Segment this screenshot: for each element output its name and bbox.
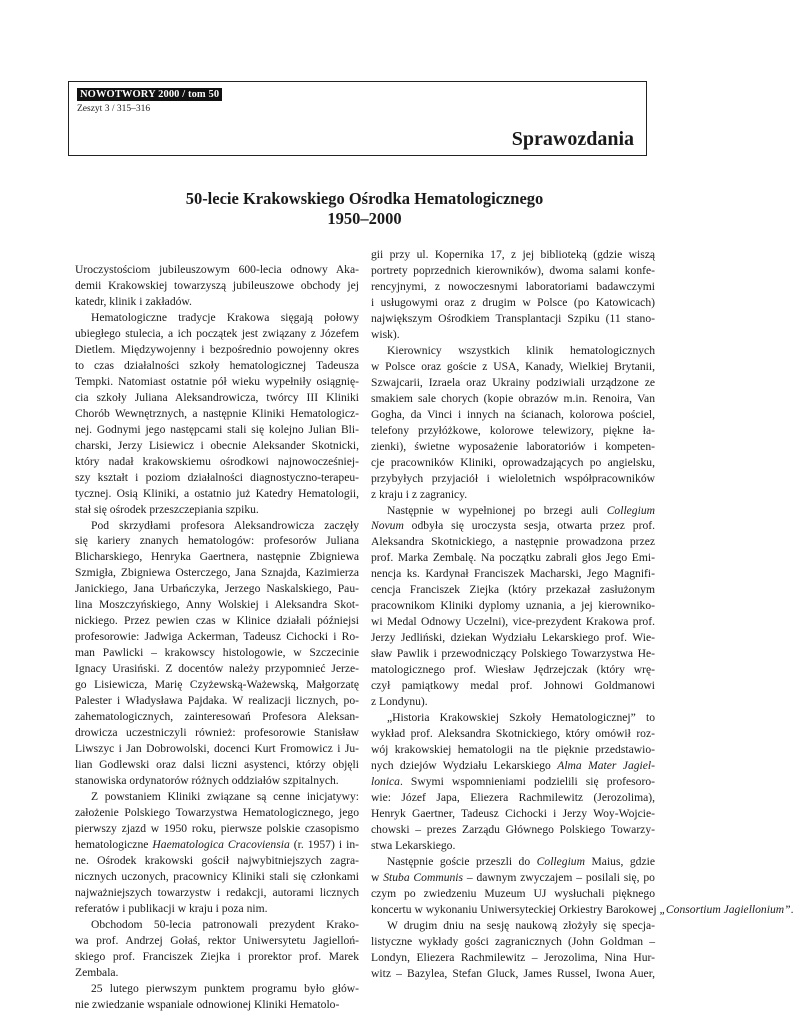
text-line: Gogha, da Vinci i innych na ścianach, kolorowa pościel, (371, 407, 655, 421)
text-line: witz – Bazylea, Stefan Gluck, James Russel, Iwona Auer, (371, 966, 655, 980)
text-line: cencja Franciszek Ziejka (który przekazał zasłużonym (371, 583, 655, 597)
text-line: wa prof. Andrzej Gołaś, rektor Uniwersytetu Jagielloń- (75, 933, 359, 947)
text-line: prof. Marka Zembalę. Na początku zabrali głos Jego Emi- (371, 551, 655, 565)
text-line: chowski – prezes Zarządu Głównego Polskiego Towarzy- (371, 822, 655, 836)
text-line: przybyłych przyjaciół i wieloletnich współpracowników (371, 471, 655, 485)
text-line: cje pracowników Kliniki, oprowadzających po angielsku, (371, 455, 655, 469)
text-line: sław Pawlik i przewodniczący Polskiego Towarzystwa He- (371, 647, 655, 661)
right-text-column (371, 247, 791, 982)
text-line: Z powstaniem Kliniki związane są cenne inicjatywy: (91, 789, 359, 803)
text-line: najważniejszych towarzystw i redakcji, autorami licznych (75, 885, 359, 899)
text-line: smakiem sale chorych (kopie obrazów m.in. Renoira, Van (371, 391, 655, 405)
text-line: „Historia Krakowskiej Szkoły Hematologicznej” to (387, 711, 655, 725)
text-line: wisk). (371, 327, 400, 341)
text-line: Zembala. (75, 965, 119, 979)
text-line: nickiego. Przez pewien czas w Klinice działali późniejsi (75, 614, 359, 628)
text-line: tycznej. Osią Kliniki, a ostatnio już Katedry Hematologii, (75, 486, 359, 500)
text-line: i usługowymi oraz z drugim w Polsce (po Katowicach) (371, 295, 655, 309)
article-title-line-1: 50-lecie Krakowskiego Ośrodka Hematologicznego (185, 189, 544, 208)
text-line: Hematologiczne tradycje Krakowa sięgają połowy (91, 310, 359, 324)
text-line: ne. Ośrodek krakowski gościł najwybitniejszych zagra- (75, 853, 359, 867)
text-line: nej. Godnymi jego następcami stali się kolejno Julian Bli- (75, 422, 359, 436)
text-line: Pod skrzydłami profesora Aleksandrowicza zaczęły (91, 518, 359, 532)
text-line: wój krakowskiej hematologii na tle pięknie przedstawio- (371, 743, 655, 757)
text-line: Londyn, Eliezera Rachmilewitz – Jerozolima, Nina Hur- (371, 950, 655, 964)
text-line: demii Krakowskiej towarzyszą jubileuszowe obchody jej (75, 278, 359, 292)
text-line: nencja ks. Kardynał Franciszek Macharski, Jego Magnifi- (371, 567, 655, 581)
text-line: Blicharskiego, Henryka Gaertnera, następnie Zbigniewa (75, 550, 359, 564)
text-line: Chorób Wewnętrznych, a następnie Kliniki Hematologicz- (75, 406, 359, 420)
text-line: zahematologicznych, zainteresowań Profesora Aleksan- (75, 710, 359, 724)
text-line: koncertu w wykonaniu Uniwersyteckiej Orkiestry Barokowej „Consortium Jagiellonium” (371, 902, 791, 916)
text-line: to czas działalności szkoły hematologicznej Tadeusza (75, 358, 359, 372)
text-line: charski, Jerzy Lisiewicz i obecnie Aleksander Skotnicki, (75, 438, 359, 452)
text-line: matologicznego prof. Wiesław Jędrzejczak (który wrę- (371, 663, 655, 677)
article-title-line-2: 1950–2000 (327, 209, 402, 228)
text-line: Następnie w wypełnionej po brzegi auli Collegium (387, 503, 655, 517)
text-line: portrety poprzednich kierowników), dwoma salami konfe- (371, 263, 655, 277)
text-line: Liwszyc i Jan Dobrowolski, docenci Kurt Fromowicz i Ju- (75, 742, 359, 756)
text-line: stał się ośrodek przeszczepiania szpiku. (75, 502, 259, 516)
article-title (0, 189, 729, 229)
text-line: założenie Polskiego Towarzystwa Hematologicznego, jego (75, 805, 359, 819)
text-line: z Londynu). (371, 695, 428, 709)
text-line: szy kształt i poziom działalności diagnostyczno-terapeu- (75, 470, 359, 484)
text-line: Szwajcarii, Izraela oraz Ukrainy podziwiali urządzone ze (371, 375, 655, 389)
text-line: rencyjnymi, z nowoczesnymi laboratoriami badawczymi (371, 279, 655, 293)
left-text-column (75, 262, 359, 1013)
text-line: pierwszy zjazd w 1950 roku, pierwsze polskie czasopismo (75, 821, 359, 835)
text-line: wi Medal Odnowy Uczelni), vice-prezydent Krakowa prof. (371, 615, 655, 629)
text-line: nicznych uczonych, pracownicy Kliniki stali się członkami (75, 869, 359, 883)
text-line: się kariery znanych hematologów: profesorów Juliana (75, 534, 359, 548)
text-line: Obchodom 50-lecia patronowali prezydent Krako- (91, 917, 359, 931)
text-line: Uroczystościom jubileuszowym 600-lecia odnowy Aka- (75, 263, 359, 276)
text-line: drowicza uczestniczyli również: profesorowie Stanisław (75, 726, 359, 740)
text-line: skiego prof. Franciszek Ziejka i prorektor prof. Marek (75, 949, 359, 963)
text-line: Jerzy Jedliński, dziekan Wydziału Lekarskiego prof. Wie- (371, 631, 655, 645)
text-line: Ignacy Urasiński. Z docentów należy przypomnieć Jerze- (75, 662, 359, 676)
text-line: lonica. Swymi wspomnieniami podzielili się profesoro- (371, 774, 655, 788)
text-line: z kraju i z zagranicy. (371, 487, 468, 501)
text-line: największym Ośrodkiem Transplantacji Szpiku (11 stano- (371, 311, 655, 325)
text-line: listyczne wykłady gości zagranicznych (John Goldman – (371, 934, 655, 948)
text-line: man Pawlicki – krakowscy histologowie, w Szczecinie (75, 646, 359, 660)
text-line: stanowiska ordynatorów różnych oddziałów szpitalnych. (75, 774, 339, 787)
journal-name-tag: NOWOTWORY 2000 / tom 50 (77, 88, 222, 101)
text-line: pracownikom Kliniki dyplomy uznania, a jej kierowniko- (371, 599, 655, 613)
text-line: go Lisiewicza, Marię Czyżewską-Ważewską, Małgorzatę (75, 678, 359, 692)
issue-pages: Zeszyt 3 / 315–316 (77, 104, 151, 114)
text-line: W drugim dniu na sesję naukową złożyły się specja- (387, 918, 655, 932)
text-line: stwa Lekarskiego. (371, 838, 456, 852)
text-line: w Stuba Communis – dawnym zwyczajem – posilali się, po (371, 870, 655, 884)
text-line: telefony przyłóżkowe, kolorowe telewizory, piękne ła- (371, 423, 655, 437)
text-line: 25 lutego pierwszym punktem programu było głów- (91, 981, 359, 995)
text-line: zienki), świetne wyposażenie laboratoriów i kompeten- (371, 439, 655, 453)
journal-header-box (68, 81, 647, 156)
section-title: Sprawozdania (511, 128, 634, 150)
text-line: wykład prof. Aleksandra Skotnickiego, który omówił roz- (371, 727, 655, 741)
text-line: wie: Józef Japa, Eliezera Rachmilewitz (Jerozolima), (371, 790, 655, 804)
text-line: który nadał krakowskiemu ośrodkowi najnowocześniej- (75, 454, 359, 468)
text-line: w Polsce oraz goście z USA, Kanady, Wielkiej Brytanii, (371, 359, 655, 373)
text-line: lina Moszczyńskiego, Anny Wolskiej i Aleksandra Skot- (75, 598, 359, 612)
text-line: referatów i publikacji w kraju i poza nim. (75, 901, 268, 915)
text-line: Następnie goście przeszli do Collegium Maius, gdzie (387, 854, 655, 868)
text-line: Tempki. Natomiast ostatnie pół wieku wypełniły osiągnię- (75, 374, 359, 388)
text-line: gii przy ul. Kopernika 17, z jej biblioteką (gdzie wiszą (371, 248, 655, 261)
text-line: Novum odbyła się uroczysta sesja, otwarta przez prof. (371, 519, 655, 533)
text-line: ubiegłego stulecia, a ich początek jest związany z Józefem (75, 326, 359, 340)
text-line: nych dziejów Wydziału Lekarskiego Alma Mater Jagiel- (371, 759, 655, 772)
text-line: czył pamiątkowy medal prof. Johnowi Goldmanowi (371, 679, 655, 693)
text-line: Aleksandra Skotnickiego, a następnie prowadzona przez (371, 535, 655, 549)
text-line: Dietlem. Międzywojenny i bezpośrednio powojenny okres (75, 342, 359, 356)
text-line: Janickiego, Jana Urbańczyka, Jerzego Naskalskiego, Pau- (75, 582, 359, 596)
text-line: profesorowie: Jadwiga Ackerman, Tadeusz Cichocki i Ro- (75, 630, 359, 644)
text-line: Kierownicy wszystkich klinik hematologicznych (387, 343, 655, 357)
text-line: Szmigła, Zbigniewa Osterczego, Jana Sznajda, Kazimierza (75, 566, 359, 580)
text-line: katedr, klinik i zakładów. (75, 294, 192, 308)
text-line: hematologiczne Haematologica Cracoviensia (r. 1957) i in- (75, 837, 359, 851)
text-line: Henryk Gaertner, Tadeusz Cichocki i Jerzy Woy-Wojcie- (371, 806, 655, 820)
text-line: czym po zwiedzeniu Muzeum UJ wysłuchali pięknego (371, 886, 655, 900)
text-line: nie zwiedzanie wspaniale odnowionej Kliniki Hematolo- (75, 997, 340, 1011)
text-line: cia szkoły Juliana Aleksandrowicza, twórcy III Kliniki (75, 390, 359, 404)
text-line: lian Godlewski oraz dalsi liczni asystenci, którzy objęli (75, 758, 359, 772)
text-line: Palester i Władysława Pajdaka. W realizacji licznych, po- (75, 694, 359, 708)
